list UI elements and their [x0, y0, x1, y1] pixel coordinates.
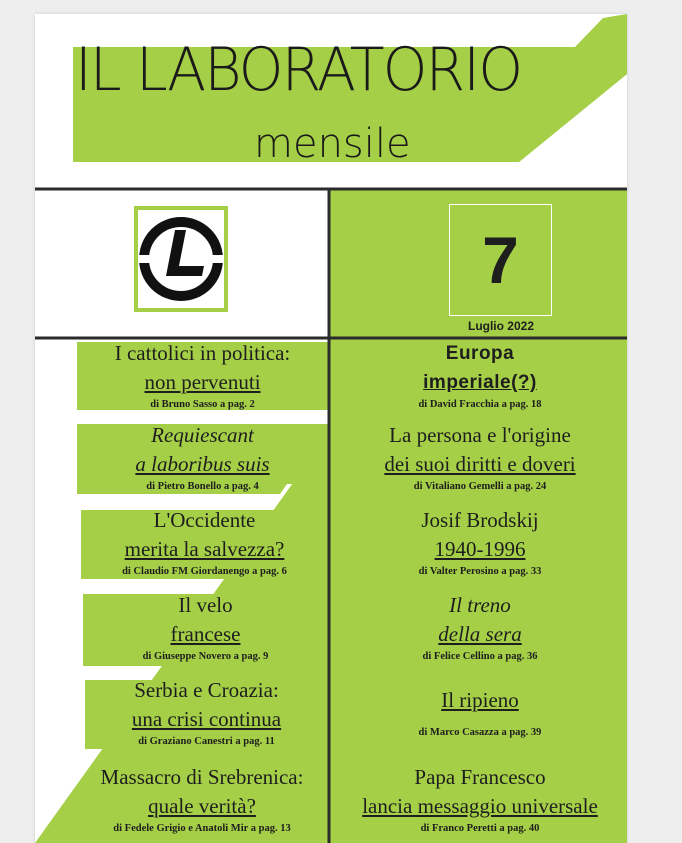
article-title-line2: una crisi continua [131, 707, 282, 731]
article-left-3[interactable] [81, 506, 328, 579]
article-byline: di Valter Perosino a pag. 33 [418, 566, 542, 577]
article-byline: di Fedele Grigio e Anatoli Mir a pag. 13 [113, 823, 291, 834]
article-byline: di Graziano Canestri a pag. 11 [138, 736, 275, 747]
article-right-3[interactable] [333, 506, 627, 579]
article-title-line1: Requiescant [151, 423, 254, 447]
magazine-title: IL LABORATORIO [75, 35, 522, 105]
article-title-line2: 1940-1996 [434, 537, 526, 561]
article-title-line1: Serbia e Croazia: [134, 678, 279, 702]
article-right-1[interactable] [333, 339, 627, 412]
article-title-line1: La persona e l'origine [389, 423, 571, 447]
article-title-line1: Europa [445, 343, 515, 364]
issue-date: Luglio 2022 [467, 319, 535, 333]
article-title-line1: I cattolici in politica: [114, 341, 291, 365]
article-title-line1: Il velo [178, 593, 233, 617]
article-byline: di Franco Peretti a pag. 40 [420, 823, 540, 834]
article-left-5[interactable] [85, 676, 328, 749]
article-title-line1: L'Occidente [153, 508, 256, 532]
article-title-line2: quale verità? [148, 794, 256, 818]
article-title-line2: non pervenuti [144, 370, 261, 394]
article-byline: di Claudio FM Giordanengo a pag. 6 [122, 566, 287, 577]
article-right-6[interactable] [333, 763, 627, 836]
article-byline: di Marco Casazza a pag. 39 [418, 727, 542, 738]
article-byline: di Pietro Bonello a pag. 4 [146, 481, 259, 492]
magazine-cover [35, 14, 627, 843]
article-title-line1: Il treno [449, 593, 511, 617]
article-title-line2: merita la salvezza? [124, 537, 285, 561]
article-title-line2: imperiale(?) [423, 372, 537, 393]
article-title-line2: a laboribus suis [135, 452, 270, 476]
article-byline: di Vitaliano Gemelli a pag. 24 [413, 481, 547, 492]
article-right-5[interactable] [333, 686, 627, 740]
article-title-line2: della sera [438, 622, 522, 646]
article-right-2[interactable] [333, 421, 627, 494]
article-title: Il ripieno [441, 688, 519, 712]
magazine-subtitle: mensile [254, 121, 411, 167]
title-band-corner [575, 14, 627, 47]
article-byline: di Felice Cellino a pag. 36 [422, 651, 538, 662]
article-left-2[interactable] [77, 421, 328, 494]
article-right-4[interactable] [333, 591, 627, 664]
article-title-line1: Josif Brodskij [421, 508, 539, 532]
article-title-line2: lancia messaggio universale [362, 794, 598, 818]
article-title-line2: francese [170, 622, 241, 646]
logo-frame [134, 206, 228, 312]
article-title-line2: dei suoi diritti e doveri [384, 452, 576, 476]
article-byline: di Giuseppe Novero a pag. 9 [142, 651, 269, 662]
article-left-1[interactable] [77, 339, 328, 412]
article-title-line1: Papa Francesco [414, 765, 546, 789]
issue-number: 7 [449, 204, 552, 316]
article-left-6[interactable] [75, 763, 329, 836]
article-title-line1: Massacro di Srebrenica: [100, 765, 304, 789]
article-byline: di David Fracchia a pag. 18 [418, 399, 542, 410]
laboratorio-logo-icon [138, 216, 224, 302]
article-byline: di Bruno Sasso a pag. 2 [150, 399, 255, 410]
article-left-4[interactable] [83, 591, 328, 664]
